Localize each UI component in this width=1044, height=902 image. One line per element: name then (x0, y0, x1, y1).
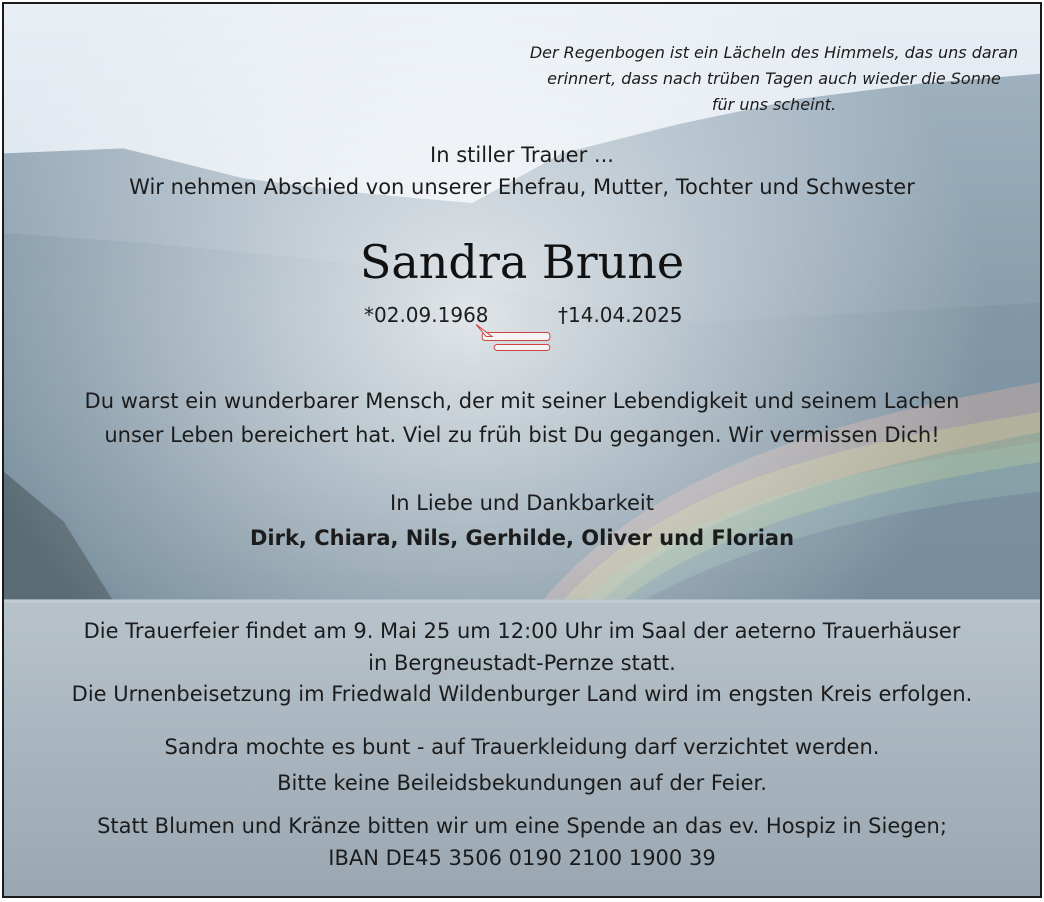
birth-date: *02.09.1968 (364, 303, 489, 327)
intro-line-1: In stiller Trauer ... (430, 143, 614, 167)
rainbow-quote (504, 40, 1042, 118)
ceremony-line-1: Die Trauerfeier findet am 9. Mai 25 um 12:00 Uhr im Saal der aeterno Trauerhäuser (83, 619, 961, 643)
notes-line-1: Sandra mochte es bunt - auf Trauerkleidung darf verzichtet werden. (164, 735, 880, 759)
family-intro: In Liebe und Dankbarkeit (390, 491, 654, 515)
family-names: Dirk, Chiara, Nils, Gerhilde, Oliver und Florian (249, 526, 795, 550)
quote-line-3: für uns scheint. (711, 95, 837, 114)
intro-line-2: Wir nehmen Abschied von unserer Ehefrau, Mutter, Tochter und Schwester (129, 175, 915, 199)
obituary-card (2, 2, 1042, 898)
notes-line-2: Bitte keine Beileidsbekundungen auf der Feier. (277, 771, 767, 795)
notes-line-3: Statt Blumen und Kränze bitten wir um eine Spende an das ev. Hospiz in Siegen; (97, 814, 947, 838)
tribute-line-2: unser Leben bereichert hat. Viel zu früh bist Du gegangen. Wir vermissen Dich! (104, 423, 940, 447)
landscape-background (4, 4, 1040, 896)
quote-line-2: erinnert, dass nach trüben Tagen auch wieder die Sonne (547, 69, 1001, 88)
tribute-line-1: Du warst ein wunderbarer Mensch, der mit seiner Lebendigkeit und seinem Lachen (84, 389, 960, 413)
ceremony-line-2: in Bergneustadt-Pernze statt. (368, 651, 676, 675)
ceremony-line-3: Die Urnenbeisetzung im Friedwald Wildenburger Land wird im engsten Kreis erfolgen. (71, 682, 973, 706)
death-date: †14.04.2025 (558, 303, 683, 327)
quote-line-1: Der Regenbogen ist ein Lächeln des Himmels, das uns daran (529, 43, 1019, 62)
notes-line-4: IBAN DE45 3506 0190 2100 1900 39 (328, 846, 716, 870)
deceased-name: Sandra Brune (359, 235, 685, 289)
